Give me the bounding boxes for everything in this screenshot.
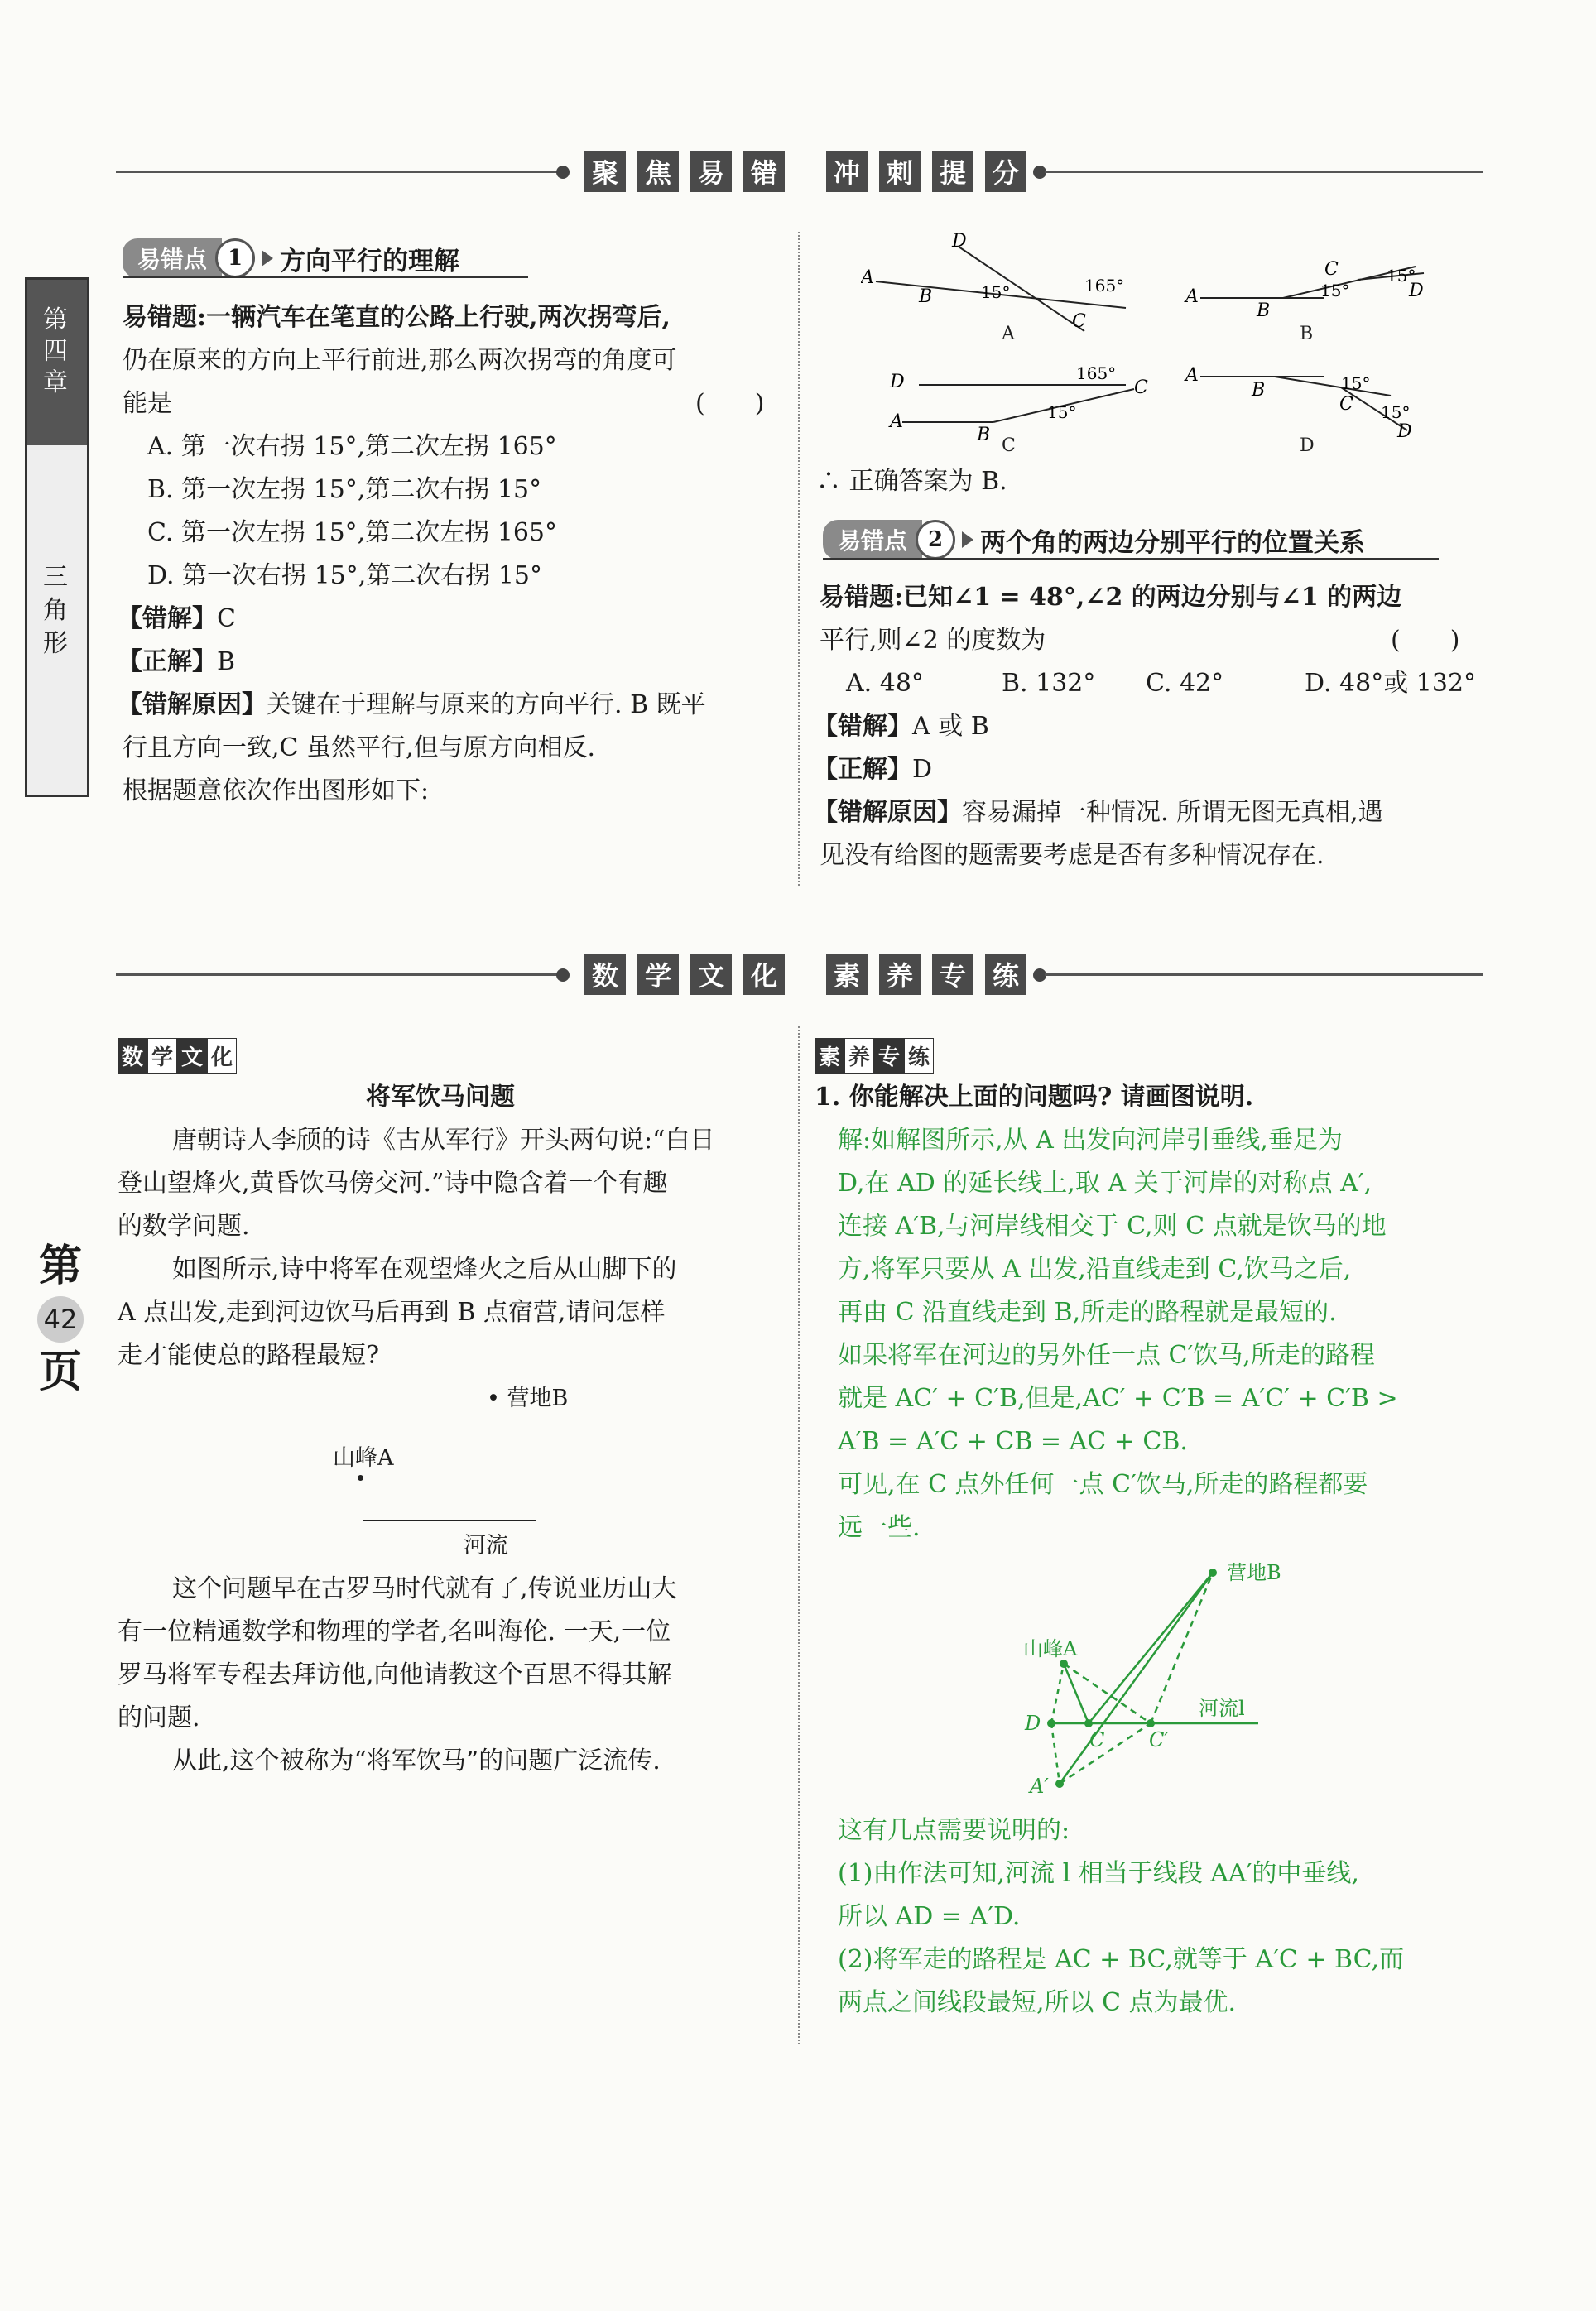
- fig-point-c: C: [1089, 1728, 1105, 1751]
- error-point-2-title: 两个角的两边分别平行的位置关系: [980, 527, 1366, 558]
- fig-point-d: D: [1025, 1712, 1041, 1735]
- banner-char: 冲: [826, 151, 868, 192]
- question-line: 平行,则∠2 的度数为: [820, 626, 1046, 655]
- banner-char: 学: [637, 954, 679, 995]
- option-a: A. 第一次右拐 15°,第二次左拐 165°: [147, 432, 557, 461]
- culture-paragraph: 这个问题早在古罗马时代就有了,传说亚历山大: [172, 1574, 677, 1603]
- solution-line: 可见,在 C 点外任何一点 C′饮马,所走的路程都要: [838, 1470, 1368, 1499]
- fig-mountain: 山峰A: [1023, 1637, 1078, 1660]
- section-label: 三 角 形: [43, 563, 68, 658]
- column-divider-bottom: [798, 1026, 800, 2044]
- banner-mid-line-left: [116, 973, 563, 976]
- svg-text:15°: 15°: [1381, 402, 1411, 422]
- svg-text:C: C: [1339, 394, 1353, 415]
- svg-text:15°: 15°: [1047, 402, 1077, 422]
- practice-question: 1. 你能解决上面的问题吗? 请画图说明.: [815, 1083, 1254, 1112]
- banner-char: 化: [743, 954, 785, 995]
- culture-paragraph: 从此,这个被称为“将军饮马”的问题广泛流传.: [172, 1746, 661, 1775]
- culture-paragraph: 罗马将军专程去拜访他,向他请教这个百思不得其解: [118, 1660, 672, 1689]
- solution-line: 方,将军只要从 A 出发,沿直线走到 C,饮马之后,: [838, 1255, 1352, 1284]
- culture-tag: 数 学 文 化: [118, 1038, 237, 1074]
- error-point-2-tag: 易错点 2 两个角的两边分别平行的位置关系: [823, 520, 1365, 560]
- culture-paragraph: 登山望烽火,黄昏饮马傍交河.”诗中隐含着一个有趣: [118, 1169, 668, 1198]
- culture-paragraph: 的问题.: [118, 1703, 200, 1732]
- wrong-answer: 【错解】C: [118, 604, 236, 633]
- culture-paragraph: A 点出发,走到河边饮马后再到 B 点宿营,请问怎样: [118, 1298, 666, 1327]
- svg-text:15°: 15°: [1320, 281, 1350, 300]
- note-line: (1)由作法可知,河流 l 相当于线段 AA′的中垂线,: [838, 1859, 1359, 1888]
- banner-char: 聚: [584, 151, 626, 192]
- option-c: C. 42°: [1146, 669, 1224, 698]
- note-line: 所以 AD = A′D.: [838, 1902, 1021, 1931]
- culture-paragraph: 唐朝诗人李颀的诗《古从军行》开头两句说:“白日: [172, 1126, 715, 1155]
- fig-camp-label: • 营地B: [487, 1386, 569, 1411]
- option-a: A. 48°: [846, 669, 924, 698]
- banner-char: 素: [826, 954, 868, 995]
- question-line: 仍在原来的方向上平行前进,那么两次拐弯的角度可: [123, 346, 677, 375]
- fig-river-label: 河流: [464, 1533, 508, 1559]
- right-answer: 【正解】D: [813, 755, 933, 784]
- svg-text:B: B: [1257, 300, 1271, 321]
- page-number: 第 42 页: [38, 1241, 82, 1397]
- banner-mid-line-right: [1045, 973, 1483, 976]
- error-point-1-tag: 易错点 1 方向平行的理解: [123, 238, 459, 278]
- error-reason: 【错解原因】关键在于理解与原来的方向平行. B 既平: [118, 690, 706, 719]
- fig-mountain-label: 山峰A: [333, 1445, 394, 1471]
- culture-paragraph: 走才能使总的路程最短?: [118, 1341, 380, 1370]
- svg-text:D: D: [890, 372, 905, 392]
- error-reason-line: 行且方向一致,C 虽然平行,但与原方向相反.: [123, 733, 596, 762]
- svg-text:C: C: [1072, 311, 1086, 332]
- option-d: D. 48°或 132°: [1305, 669, 1477, 698]
- banner-char: 文: [690, 954, 732, 995]
- banner-char: 专: [932, 954, 973, 995]
- svg-text:D: D: [1409, 281, 1424, 301]
- fig-mountain-dot: [358, 1475, 363, 1481]
- solution-line: 如果将军在河边的另外任一点 C′饮马,所走的路程: [838, 1341, 1375, 1370]
- banner-top: [584, 151, 1026, 192]
- general-horse-figure: [1010, 1548, 1291, 1813]
- banner-top-line-left: [116, 171, 563, 173]
- culture-paragraph: 有一位精通数学和物理的学者,名叫海伦. 一天,一位: [118, 1617, 671, 1646]
- banner-char: 练: [985, 954, 1026, 995]
- note-line: 这有几点需要说明的:: [838, 1816, 1070, 1845]
- svg-text:15°: 15°: [1341, 373, 1371, 393]
- svg-text:165°: 165°: [1076, 363, 1117, 383]
- svg-text:D: D: [952, 232, 967, 252]
- culture-title: 将军饮马问题: [366, 1083, 515, 1112]
- svg-text:15°: 15°: [981, 282, 1011, 302]
- banner-top-line-right: [1045, 171, 1483, 173]
- svg-text:C: C: [1324, 259, 1339, 280]
- fig-label-c: C: [1002, 435, 1016, 456]
- chapter-sidebar: [25, 277, 89, 797]
- fig-point-a-prime: A′: [1030, 1775, 1049, 1798]
- question-line: 易错题:已知∠1 = 48°,∠2 的两边分别与∠1 的两边: [820, 583, 1402, 612]
- solution-line: 就是 AC′ + C′B,但是,AC′ + C′B = A′C′ + C′B >: [838, 1384, 1398, 1413]
- angle-figures: [861, 232, 1490, 464]
- solution-line: 远一些.: [838, 1513, 921, 1542]
- svg-text:C: C: [1134, 377, 1148, 398]
- answer-paren: ( ): [1391, 626, 1460, 655]
- solution-line: 再由 C 沿直线走到 B,所走的路程就是最短的.: [838, 1298, 1337, 1327]
- practice-tag: 素 养 专 练: [815, 1038, 934, 1074]
- note-line: (2)将军走的路程是 AC + BC,就等于 A′C + BC,而: [838, 1945, 1405, 1974]
- option-d: D. 第一次右拐 15°,第二次右拐 15°: [147, 561, 543, 590]
- error-reason-line: 根据题意依次作出图形如下:: [123, 776, 430, 805]
- conclusion: ∴ 正确答案为 B.: [816, 467, 1007, 496]
- solution-line: 连接 A′B,与河岸线相交于 C,则 C 点就是饮马的地: [838, 1212, 1387, 1241]
- fig-river-line: [363, 1520, 536, 1521]
- svg-text:A: A: [1185, 286, 1199, 307]
- fig-label-d: D: [1300, 435, 1315, 456]
- question-line: 能是: [123, 389, 172, 418]
- culture-paragraph: 如图所示,诗中将军在观望烽火之后从山脚下的: [172, 1255, 677, 1284]
- fig-label-a: A: [1002, 324, 1015, 344]
- banner-top-dot-left: [556, 166, 570, 179]
- svg-text:15°: 15°: [1387, 266, 1416, 286]
- banner-char: 提: [932, 151, 973, 192]
- error-point-1-title: 方向平行的理解: [280, 246, 460, 276]
- banner-char: 刺: [879, 151, 921, 192]
- right-answer: 【正解】B: [118, 647, 236, 676]
- error-reason: 【错解原因】容易漏掉一种情况. 所谓无图无真相,遇: [813, 798, 1383, 827]
- svg-text:B: B: [977, 425, 991, 445]
- svg-text:B: B: [919, 286, 933, 307]
- banner-mid-dot-left: [556, 968, 570, 982]
- banner-char: 数: [584, 954, 626, 995]
- banner-char: 错: [743, 151, 785, 192]
- option-b: B. 132°: [1002, 669, 1096, 698]
- option-c: C. 第一次左拐 15°,第二次左拐 165°: [147, 518, 557, 547]
- column-divider-top: [798, 232, 800, 886]
- banner-mid: [584, 954, 1026, 995]
- svg-text:A: A: [861, 267, 874, 288]
- banner-char: 养: [879, 954, 921, 995]
- fig-point-c-prime: C′: [1149, 1728, 1169, 1751]
- error-reason-line: 见没有给图的题需要考虑是否有多种情况存在.: [820, 841, 1324, 870]
- svg-text:B: B: [1252, 380, 1266, 401]
- fig-camp: 营地B: [1227, 1561, 1281, 1584]
- svg-text:165°: 165°: [1084, 276, 1125, 295]
- solution-line: 解:如解图所示,从 A 出发向河岸引垂线,垂足为: [838, 1126, 1343, 1155]
- solution-line: D,在 AD 的延长线上,取 A 关于河岸的对称点 A′,: [838, 1169, 1372, 1198]
- question-line: 易错题:一辆汽车在笔直的公路上行驶,两次拐弯后,: [123, 303, 671, 332]
- fig-label-b: B: [1300, 324, 1314, 344]
- svg-text:A: A: [890, 411, 903, 432]
- svg-text:D: D: [1397, 421, 1412, 442]
- answer-paren: ( ): [695, 389, 765, 418]
- culture-paragraph: 的数学问题.: [118, 1212, 250, 1241]
- svg-text:A: A: [1185, 365, 1199, 386]
- note-line: 两点之间线段最短,所以 C 点为最优.: [838, 1988, 1237, 2017]
- option-b: B. 第一次左拐 15°,第二次右拐 15°: [147, 475, 542, 504]
- banner-char: 焦: [637, 151, 679, 192]
- fig-river: 河流l: [1199, 1697, 1245, 1720]
- solution-line: A′B = A′C + CB = AC + CB.: [838, 1427, 1188, 1456]
- banner-char: 分: [985, 151, 1026, 192]
- error-point-2-rule: [823, 558, 1439, 560]
- error-point-1-rule: [123, 276, 528, 278]
- wrong-answer: 【错解】A 或 B: [813, 712, 989, 741]
- chapter-label: 第 四 章: [43, 305, 68, 397]
- banner-char: 易: [690, 151, 732, 192]
